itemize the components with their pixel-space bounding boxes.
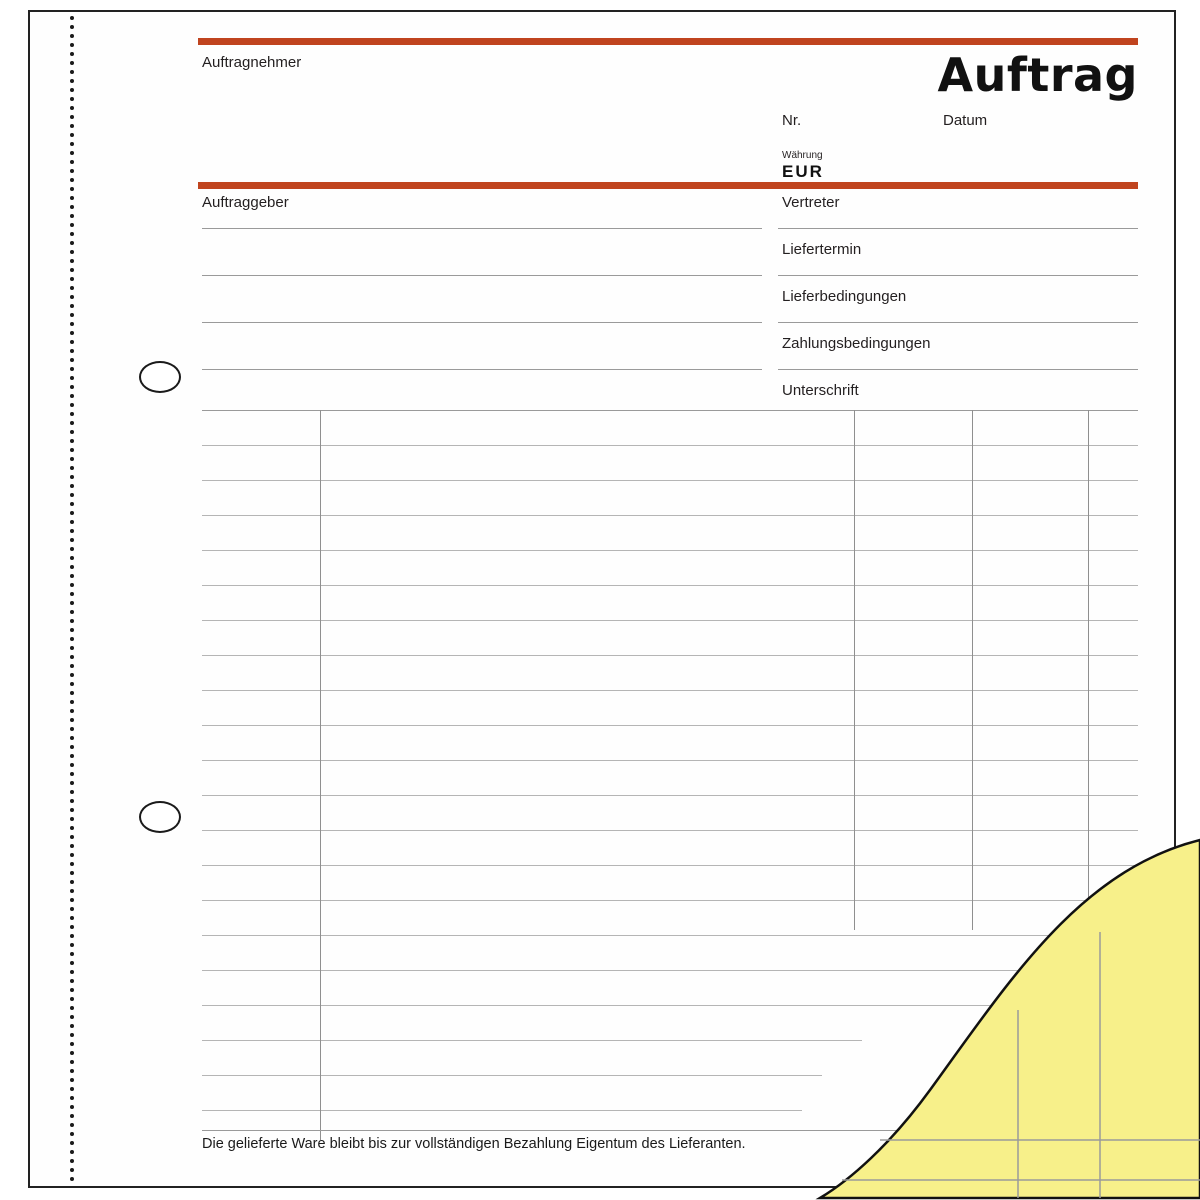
perforation-dot — [70, 1033, 74, 1037]
perforation-dot — [70, 1069, 74, 1073]
field-line-lieferbedingungen — [778, 322, 1138, 323]
perforation-dot — [70, 1078, 74, 1082]
perforation-dot — [70, 1087, 74, 1091]
top-orange-rule — [198, 38, 1138, 45]
perforation-dot — [70, 943, 74, 947]
perforation-dot — [70, 889, 74, 893]
table-column-divider — [320, 410, 321, 1140]
perforation-dot — [70, 529, 74, 533]
currency-value: EUR — [782, 162, 824, 181]
perforation-strip — [70, 16, 74, 1184]
perforation-dot — [70, 160, 74, 164]
perforation-dot — [70, 511, 74, 515]
label-liefertermin: Liefertermin — [782, 241, 862, 258]
perforation-dot — [70, 403, 74, 407]
perforation-dot — [70, 565, 74, 569]
perforation-dot — [70, 772, 74, 776]
perforation-dot — [70, 628, 74, 632]
perforation-dot — [70, 1132, 74, 1136]
perforation-dot — [70, 1177, 74, 1181]
perforation-dot — [70, 151, 74, 155]
perforation-dot — [70, 754, 74, 758]
perforation-dot — [70, 1060, 74, 1064]
perforation-dot — [70, 745, 74, 749]
perforation-dot — [70, 1105, 74, 1109]
perforation-dot — [70, 1141, 74, 1145]
table-row — [202, 690, 1138, 691]
perforation-dot — [70, 817, 74, 821]
perforation-dot — [70, 250, 74, 254]
perforation-dot — [70, 538, 74, 542]
perforation-dot — [70, 916, 74, 920]
label-auftraggeber: Auftraggeber — [202, 194, 289, 211]
perforation-dot — [70, 115, 74, 119]
perforation-dot — [70, 277, 74, 281]
perforation-dot — [70, 1159, 74, 1163]
perforation-dot — [70, 880, 74, 884]
perforation-dot — [70, 1168, 74, 1172]
label-nr: Nr. — [782, 112, 802, 129]
form-title: Auftrag — [937, 48, 1138, 102]
perforation-dot — [70, 808, 74, 812]
table-row — [202, 1040, 862, 1041]
perforation-dot — [70, 385, 74, 389]
perforation-dot — [70, 520, 74, 524]
perforation-dot — [70, 1114, 74, 1118]
perforation-dot — [70, 682, 74, 686]
perforation-dot — [70, 358, 74, 362]
perforation-dot — [70, 907, 74, 911]
perforation-dot — [70, 304, 74, 308]
address-line-1 — [202, 228, 762, 229]
perforation-dot — [70, 898, 74, 902]
perforation-dot — [70, 997, 74, 1001]
perforation-dot — [70, 853, 74, 857]
perforation-dot — [70, 475, 74, 479]
perforation-dot — [70, 1096, 74, 1100]
perforation-dot — [70, 259, 74, 263]
perforation-dot — [70, 214, 74, 218]
perforation-dot — [70, 736, 74, 740]
label-datum: Datum — [943, 112, 988, 129]
perforation-dot — [70, 781, 74, 785]
perforation-dot — [70, 439, 74, 443]
perforation-dot — [70, 871, 74, 875]
perforation-dot — [70, 970, 74, 974]
perforation-dot — [70, 34, 74, 38]
table-row — [202, 480, 1138, 481]
label-auftragnehmer: Auftragnehmer — [202, 54, 302, 71]
table-row — [202, 900, 1138, 901]
perforation-dot — [70, 844, 74, 848]
perforation-dot — [70, 169, 74, 173]
perforation-dot — [70, 178, 74, 182]
perforation-dot — [70, 979, 74, 983]
perforation-dot — [70, 691, 74, 695]
perforation-dot — [70, 655, 74, 659]
table-column-divider — [854, 410, 855, 930]
perforation-dot — [70, 376, 74, 380]
perforation-dot — [70, 1042, 74, 1046]
perforation-dot — [70, 493, 74, 497]
perforation-dot — [70, 97, 74, 101]
perforation-dot — [70, 1051, 74, 1055]
perforation-dot — [70, 925, 74, 929]
perforation-dot — [70, 313, 74, 317]
perforation-dot — [70, 466, 74, 470]
perforation-dot — [70, 583, 74, 587]
perforation-dot — [70, 502, 74, 506]
table-row — [202, 725, 1138, 726]
perforation-dot — [70, 727, 74, 731]
table-row — [202, 795, 1138, 796]
perforation-dot — [70, 430, 74, 434]
table-row — [202, 970, 1138, 971]
perforation-dot — [70, 484, 74, 488]
perforation-dot — [70, 241, 74, 245]
punch-hole-top — [139, 361, 181, 393]
perforation-dot — [70, 457, 74, 461]
perforation-dot — [70, 268, 74, 272]
perforation-dot — [70, 124, 74, 128]
perforation-dot — [70, 664, 74, 668]
table-row — [202, 865, 1138, 866]
field-line-zahlungsbedingungen — [778, 369, 1138, 370]
perforation-dot — [70, 187, 74, 191]
perforation-dot — [70, 232, 74, 236]
middle-orange-rule — [198, 182, 1138, 189]
perforation-dot — [70, 106, 74, 110]
table-column-divider — [972, 410, 973, 930]
perforation-dot — [70, 286, 74, 290]
perforation-dot — [70, 952, 74, 956]
perforation-dot — [70, 709, 74, 713]
perforation-dot — [70, 25, 74, 29]
address-line-4 — [202, 369, 762, 370]
perforation-dot — [70, 673, 74, 677]
punch-hole-bottom — [139, 801, 181, 833]
perforation-dot — [70, 448, 74, 452]
table-row — [202, 655, 1138, 656]
perforation-dot — [70, 1123, 74, 1127]
perforation-dot — [70, 763, 74, 767]
table-row — [202, 935, 1138, 936]
table-row — [202, 550, 1138, 551]
perforation-dot — [70, 205, 74, 209]
table-row — [202, 410, 1138, 411]
perforation-dot — [70, 826, 74, 830]
table-row — [202, 445, 1138, 446]
table-column-divider — [1088, 410, 1089, 910]
perforation-dot — [70, 412, 74, 416]
table-row — [202, 585, 1138, 586]
table-row — [202, 515, 1138, 516]
perforation-dot — [70, 142, 74, 146]
perforation-dot — [70, 331, 74, 335]
label-zahlungsbedingungen: Zahlungsbedingungen — [782, 335, 931, 352]
perforation-dot — [70, 934, 74, 938]
perforation-dot — [70, 646, 74, 650]
label-waehrung: Währung — [782, 150, 823, 161]
table-row — [202, 1005, 1022, 1006]
field-line-liefertermin — [778, 275, 1138, 276]
perforation-dot — [70, 988, 74, 992]
label-vertreter: Vertreter — [782, 194, 840, 211]
table-row — [202, 760, 1138, 761]
perforation-dot — [70, 961, 74, 965]
perforation-dot — [70, 421, 74, 425]
perforation-dot — [70, 637, 74, 641]
printed-form — [198, 38, 1138, 1158]
perforation-dot — [70, 340, 74, 344]
perforation-dot — [70, 547, 74, 551]
perforation-dot — [70, 601, 74, 605]
perforation-dot — [70, 790, 74, 794]
perforation-dot — [70, 61, 74, 65]
perforation-dot — [70, 322, 74, 326]
table-row — [202, 1075, 822, 1076]
perforation-dot — [70, 700, 74, 704]
perforation-dot — [70, 43, 74, 47]
perforation-dot — [70, 1006, 74, 1010]
perforation-dot — [70, 133, 74, 137]
perforation-dot — [70, 367, 74, 371]
perforation-dot — [70, 574, 74, 578]
perforation-dot — [70, 610, 74, 614]
address-line-2 — [202, 275, 762, 276]
label-lieferbedingungen: Lieferbedingungen — [782, 288, 907, 305]
table-row — [202, 830, 1138, 831]
perforation-dot — [70, 835, 74, 839]
perforation-dot — [70, 70, 74, 74]
perforation-dot — [70, 592, 74, 596]
perforation-dot — [70, 394, 74, 398]
perforation-dot — [70, 799, 74, 803]
ownership-note: Die gelieferte Ware bleibt bis zur vollständigen Bezahlung Eigentum des Lieferanten. — [202, 1136, 746, 1152]
perforation-dot — [70, 1015, 74, 1019]
perforation-dot — [70, 88, 74, 92]
perforation-dot — [70, 619, 74, 623]
address-line-3 — [202, 322, 762, 323]
perforation-dot — [70, 349, 74, 353]
perforation-dot — [70, 223, 74, 227]
perforation-dot — [70, 52, 74, 56]
footer-separator — [202, 1130, 1138, 1131]
perforation-dot — [70, 196, 74, 200]
perforation-dot — [70, 79, 74, 83]
perforation-dot — [70, 16, 74, 20]
perforation-dot — [70, 295, 74, 299]
field-line-vertreter — [778, 228, 1138, 229]
perforation-dot — [70, 1150, 74, 1154]
perforation-dot — [70, 862, 74, 866]
perforation-dot — [70, 718, 74, 722]
perforation-dot — [70, 556, 74, 560]
perforation-dot — [70, 1024, 74, 1028]
table-row — [202, 620, 1138, 621]
label-unterschrift: Unterschrift — [782, 382, 859, 399]
table-row — [202, 1110, 802, 1111]
